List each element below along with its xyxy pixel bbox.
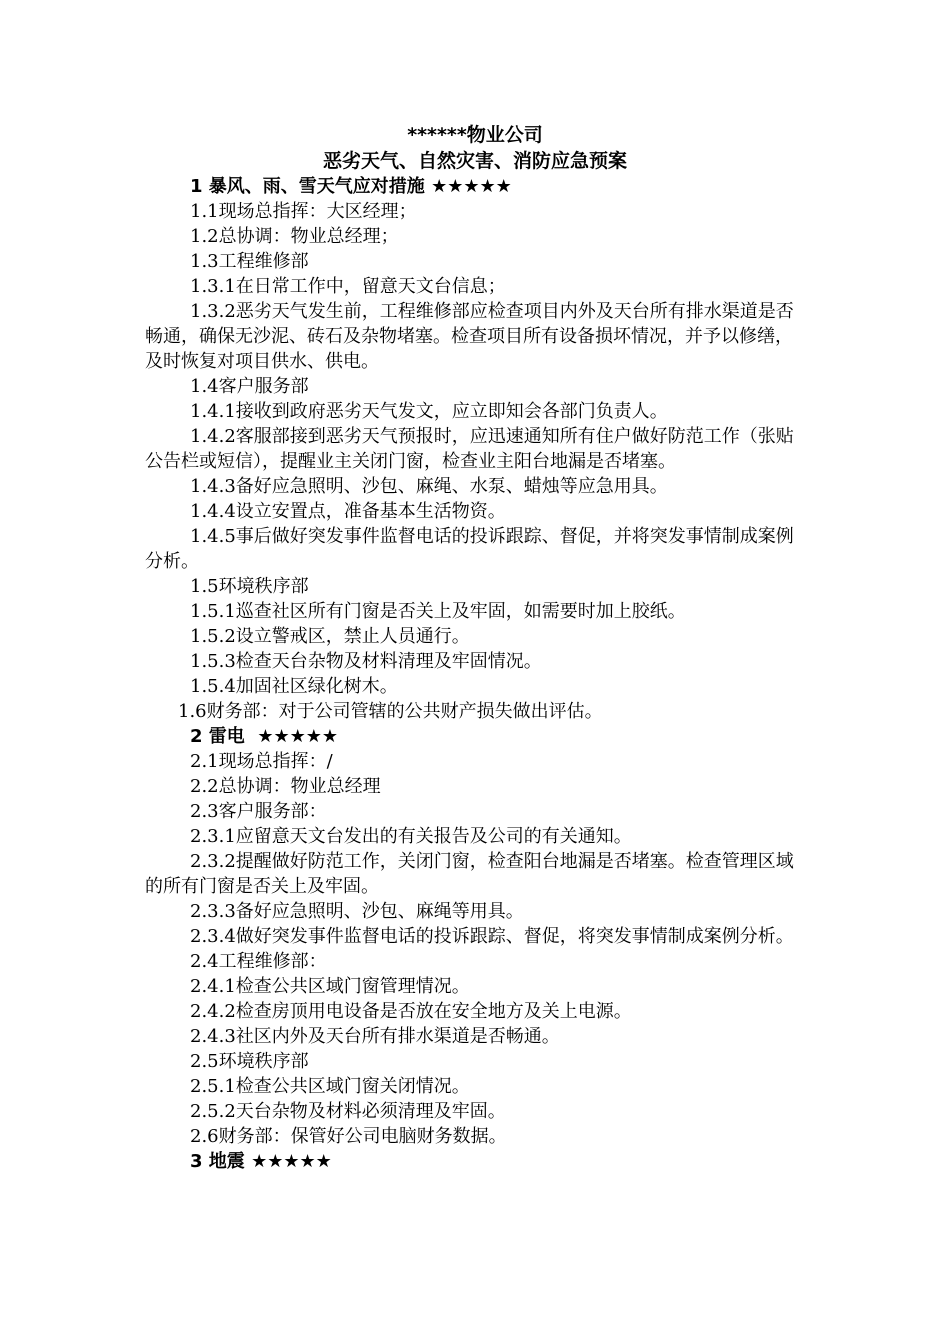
paragraph: 1.4.2客服部接到恶劣天气预报时，应迅速通知所有住户做好防范工作（张贴公告栏或短信），提醒业主关闭门窗，检查业主阳台地漏是否堵塞。 xyxy=(145,426,794,472)
document-body xyxy=(145,174,805,1174)
section-1-heading: 1 暴风、雨、雪天气应对措施 ★★★★★ xyxy=(190,176,512,197)
paragraph: 2.5.2天台杂物及材料必须清理及牢固。 xyxy=(190,1101,506,1122)
paragraph: 2.4.2检查房顶用电设备是否放在安全地方及关上电源。 xyxy=(190,1001,632,1022)
paragraph: 2.3.3备好应急照明、沙包、麻绳等用具。 xyxy=(190,901,524,922)
paragraph: 1.3.1在日常工作中，留意天文台信息； xyxy=(190,276,506,297)
rating-stars: ★★★★★ xyxy=(431,176,512,197)
paragraph: 2.2总协调：物业总经理 xyxy=(190,776,381,797)
paragraph: 1.5环境秩序部 xyxy=(190,576,309,597)
paragraph: 2.6财务部：保管好公司电脑财务数据。 xyxy=(190,1126,507,1147)
paragraph: 1.4客户服务部 xyxy=(190,376,309,397)
paragraph: 2.1现场总指挥：/ xyxy=(190,751,333,772)
paragraph: 1.4.1接收到政府恶劣天气发文，应立即知会各部门负责人。 xyxy=(190,401,668,422)
paragraph: 1.4.5事后做好突发事件监督电话的投诉跟踪、督促，并将突发事情制成案例分析。 xyxy=(145,526,794,572)
paragraph: 2.5.1检查公共区域门窗关闭情况。 xyxy=(190,1076,470,1097)
paragraph: 2.4.3社区内外及天台所有排水渠道是否畅通。 xyxy=(190,1026,560,1047)
paragraph: 1.1现场总指挥：大区经理； xyxy=(190,201,417,222)
paragraph: 2.5环境秩序部 xyxy=(190,1051,309,1072)
paragraph: 2.3.4做好突发事件监督电话的投诉跟踪、督促，将突发事情制成案例分析。 xyxy=(190,926,794,947)
section-3-heading: 3 地震 ★★★★★ xyxy=(190,1151,332,1172)
paragraph: 2.3.2提醒做好防范工作，关闭门窗，检查阳台地漏是否堵塞。检查管理区域的所有门窗是否关上及牢固。 xyxy=(145,851,794,897)
paragraph: 1.5.3检查天台杂物及材料清理及牢固情况。 xyxy=(190,651,542,672)
rating-stars: ★★★★★ xyxy=(257,726,339,747)
paragraph: 1.2总协调：物业总经理； xyxy=(190,226,399,247)
paragraph: 1.3工程维修部 xyxy=(190,251,309,272)
section-2-heading: 2 雷电 ★★★★★ xyxy=(190,726,339,747)
paragraph: 1.4.4设立安置点，准备基本生活物资。 xyxy=(190,501,506,522)
document-title: 恶劣天气、自然灾害、消防应急预案 xyxy=(322,150,627,172)
paragraph: 1.5.4加固社区绿化树木。 xyxy=(190,676,398,697)
company-title: ******物业公司 xyxy=(407,124,543,146)
paragraph: 1.4.3备好应急照明、沙包、麻绳、水泵、蜡烛等应急用具。 xyxy=(190,476,668,497)
paragraph: 1.3.2恶劣天气发生前，工程维修部应检查项目内外及天台所有排水渠道是否畅通，确保无沙泥、砖石及杂物堵塞。检查项目所有设备损坏情况，并予以修缮，及时恢复对项目供水、供电。 xyxy=(145,301,794,372)
paragraph: 2.3客户服务部： xyxy=(190,801,327,822)
paragraph: 2.4.1检查公共区域门窗管理情况。 xyxy=(190,976,470,997)
paragraph: 1.5.2设立警戒区，禁止人员通行。 xyxy=(190,626,470,647)
paragraph: 1.6财务部：对于公司管辖的公共财产损失做出评估。 xyxy=(178,701,603,722)
paragraph: 2.4工程维修部： xyxy=(190,951,327,972)
paragraph: 2.3.1应留意天文台发出的有关报告及公司的有关通知。 xyxy=(190,826,632,847)
paragraph: 1.5.1巡查社区所有门窗是否关上及牢固，如需要时加上胶纸。 xyxy=(190,601,686,622)
rating-stars: ★★★★★ xyxy=(251,1151,332,1172)
